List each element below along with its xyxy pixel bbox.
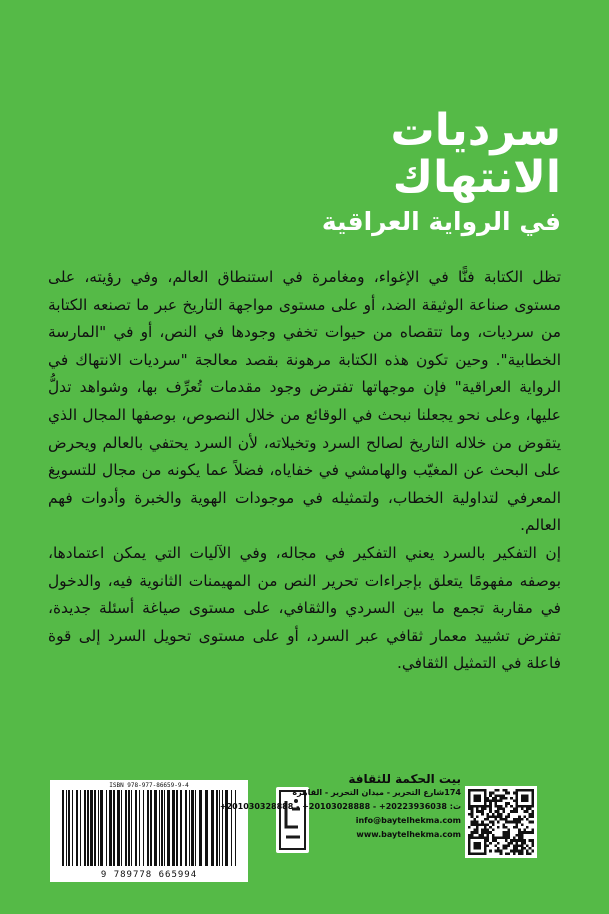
isbn-label: ISBN 978-977-86659-9-4 <box>109 782 189 789</box>
publisher-info <box>220 772 461 842</box>
blurb-paragraph-1: تظل الكتابة فنًّا في الإغواء، ومغامرة في استنطاق العالم، وفي رؤيته، على مستوى صناعة الوثيقة الضد، أو على مستوى مواجهة التاريخ عبر ما تصنعه الكتابة من سرديات، وما تتقصاه من حيوات تخفي وجودها في النص، أو في "المارسة الخطابية". وحين تكون هذه الكتابة مرهونة بقصد معالجة "سرديات الانتهاك في الرواية العراقية" فإن موجهاتها تفترض وجود مقدمات تُعرِّف بها، وشواهد تدلُّ عليها، وعلى نحو يجعلنا نبحث في الوقائع من خلال النصوص، بوصفها المجال الذي يتقوض من خلاله التاريخ لصالح السرد وتخيلاته، لأن السرد يحتفي بالعالم ويحرض على البحث عن المغيّب والهامشي في خفاياه، فضلاً عما يكونه من مجال للتسويغ المعرفي لتداولية الخطاب، ولتمثيله في موجودات الهوية والخبرة وأدوات فهم العالم. <box>48 268 561 535</box>
publisher-phones: ت: 20223936038+ - 20103028888+ - 201030328888+ <box>219 802 461 811</box>
blurb-text <box>48 264 561 678</box>
qr-code <box>465 786 537 858</box>
book-subtitle: في الرواية العراقية <box>321 207 561 236</box>
barcode-bars <box>62 790 242 866</box>
publisher-address: 174شارع التحرير - ميدان التحرير - القاهرة <box>292 788 461 797</box>
title-line-1: سرديات <box>390 105 561 156</box>
isbn-digits: 9 789778 665994 <box>100 870 198 880</box>
isbn-barcode <box>50 780 248 882</box>
publisher-email: info@baytelhekma.com <box>355 816 461 825</box>
blurb-paragraph-2: إن التفكير بالسرد يعني التفكير في مجاله، وفي الآليات التي يمكن اعتمادها، بوصفه مفهومًا يتعلق بإجراءات تحرير النص من المهيمنات الثانوية فيه، والدخول في مقاربة تجمع ما بين السردي والثقافي، على مستوى صياغة أسئلة جديدة، تفترض تشييد معمار ثقافي عبر السرد، أو على مستوى تحويل السرد إلى قوة فاعلة في التمثيل الثقافي. <box>48 543 561 673</box>
publisher-name: بيت الحكمة للثقافة <box>348 772 461 786</box>
title-line-2: الانتهاك <box>392 152 561 203</box>
publisher-website: www.baytelhekma.com <box>356 830 461 839</box>
book-title <box>321 105 561 242</box>
